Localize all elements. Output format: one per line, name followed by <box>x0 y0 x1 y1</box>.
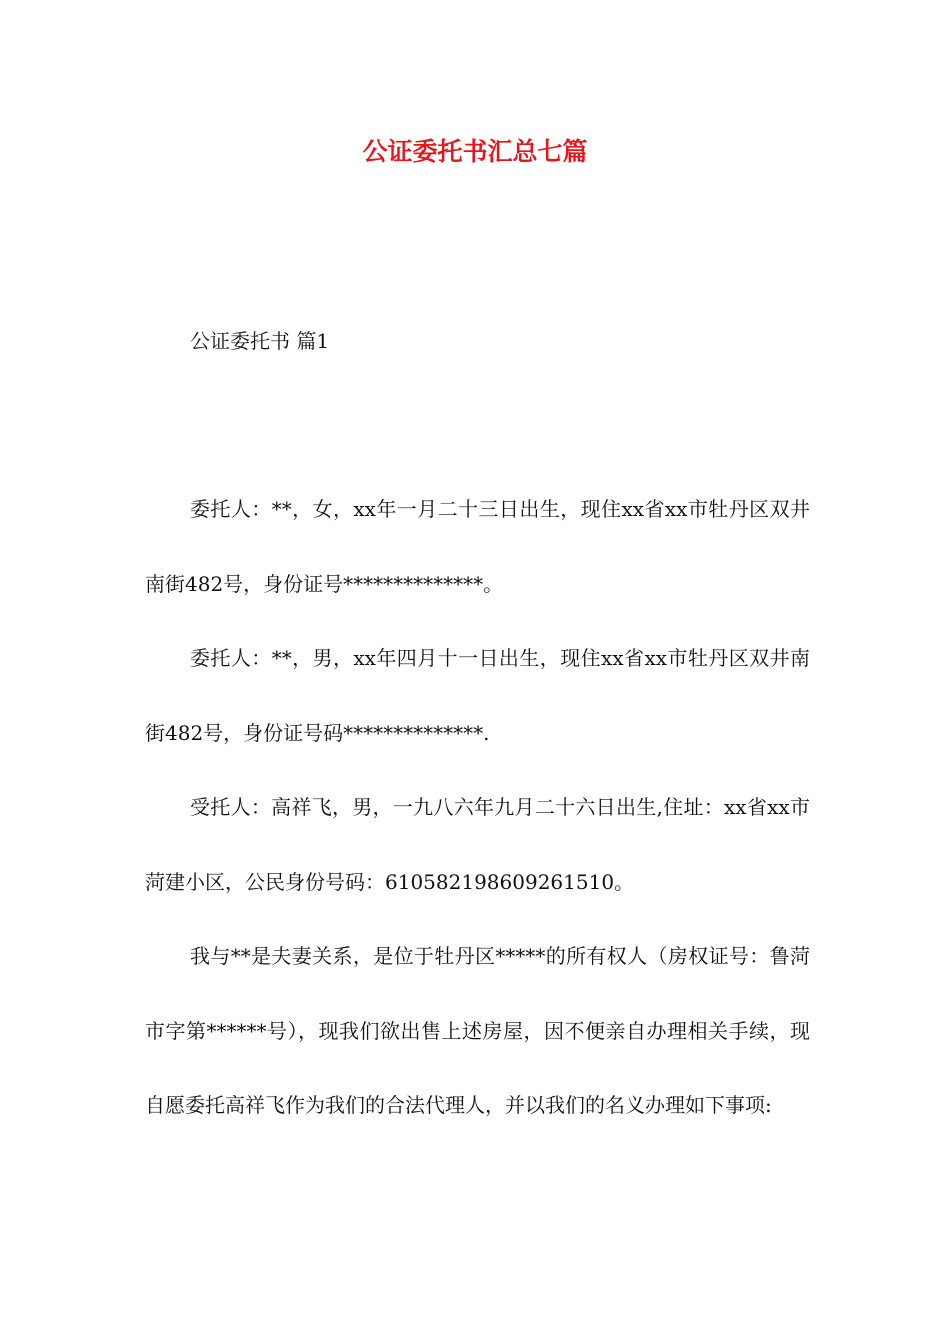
paragraph-statement: 我与**是夫妻关系，是位于牡丹区*****的所有权人（房权证号：鲁菏市字第******号），现我们欲出售上述房屋，因不便亲自办理相关手续，现自愿委托高祥飞作为我们的合法代理人，并以我们的名义办理如下事项: <box>145 944 810 1117</box>
document-body <box>145 472 810 1143</box>
paragraph-agent: 受托人：高祥飞，男，一九八六年九月二十六日出生,住址：xx省xx市菏建小区，公民身份号码：610582198609261510。 <box>145 795 810 894</box>
paragraph-principal-2: 委托人：**，男，xx年四月十一日出生，现住xx省xx市牡丹区双井南街482号，身份证号码**************. <box>145 646 810 745</box>
paragraph-principal-1: 委托人：**，女，xx年一月二十三日出生，现住xx省xx市牡丹区双井南街482号，身份证号**************。 <box>145 497 810 596</box>
section-heading: 公证委托书 篇1 <box>190 329 330 353</box>
document-title: 公证委托书汇总七篇 <box>362 137 588 166</box>
